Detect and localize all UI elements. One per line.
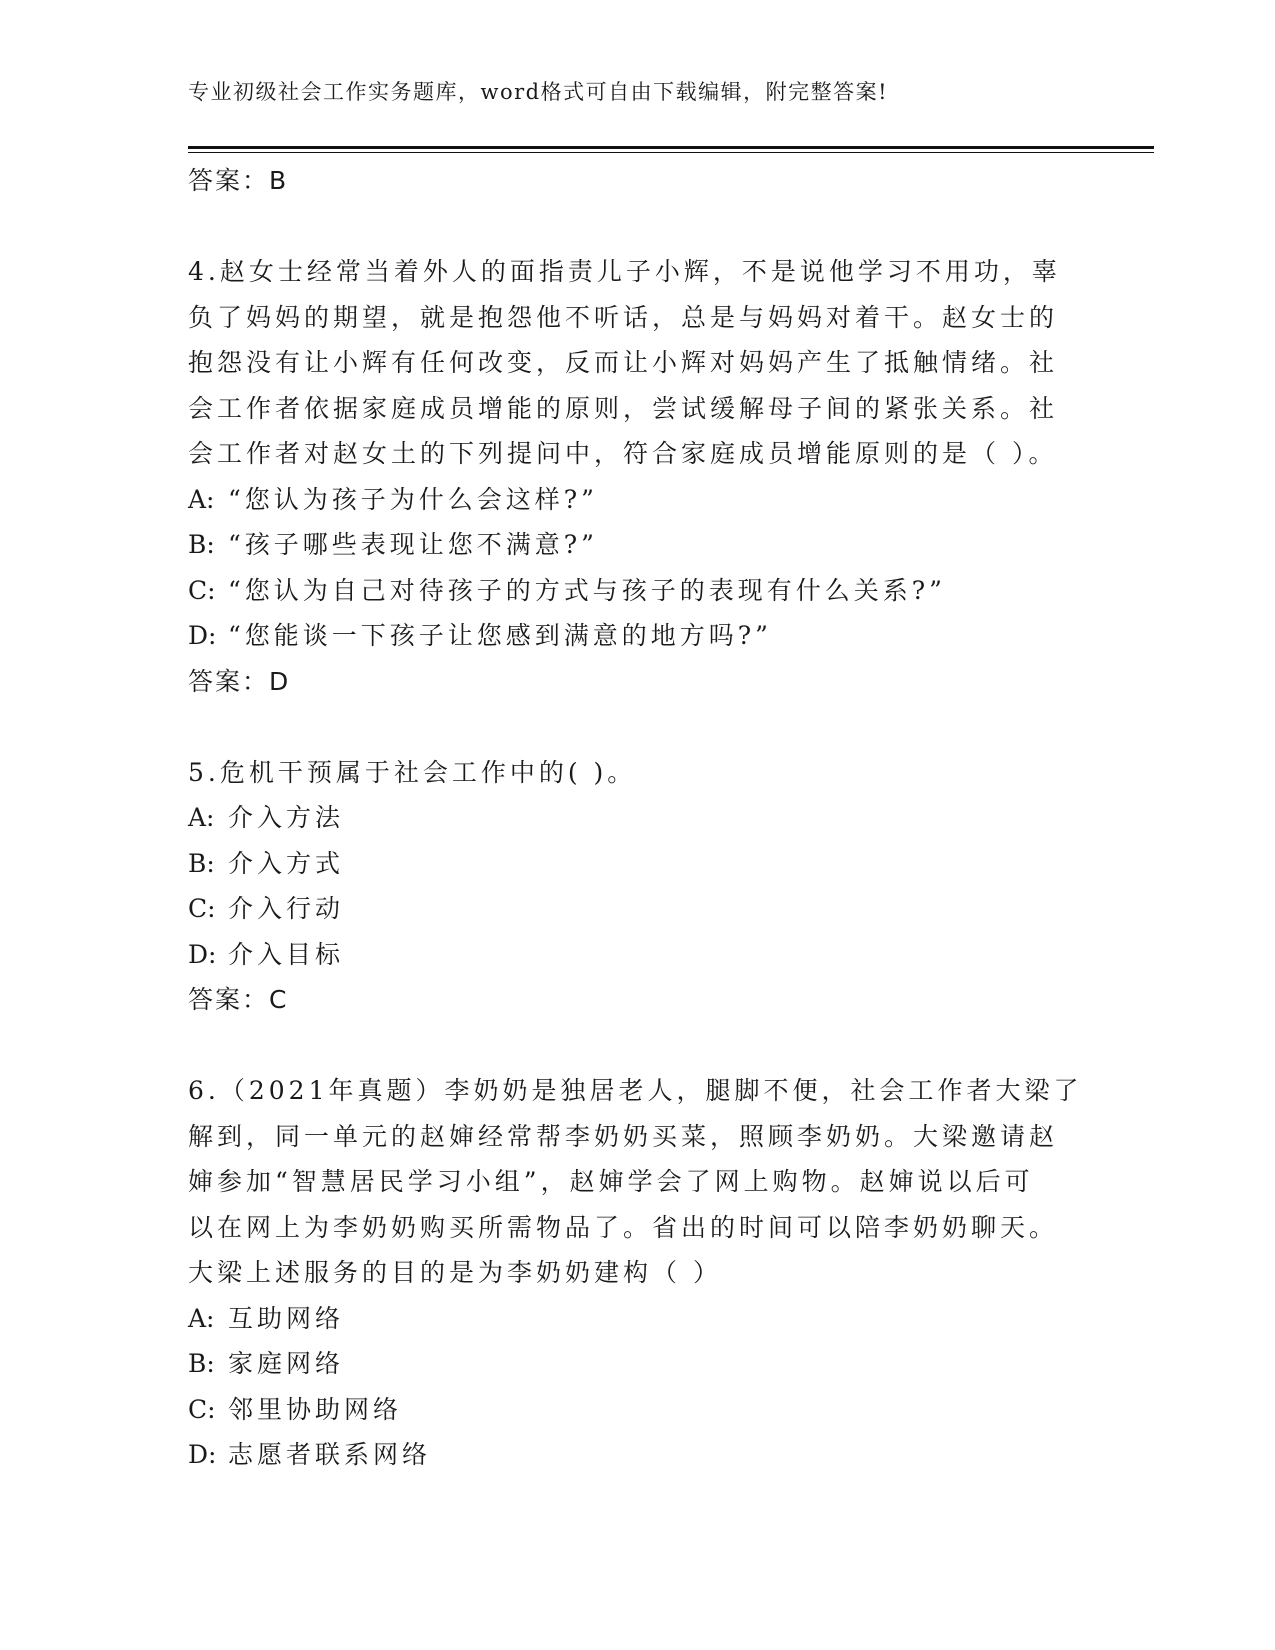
option-key: B: [188, 530, 215, 559]
question-stem-line: 4.赵女士经常当着外人的面指责儿子小辉，不是说他学习不用功，辜 [188, 257, 1061, 286]
option-a [188, 795, 1058, 841]
answer-line: 答案：C [188, 985, 289, 1014]
option-b [188, 841, 1058, 887]
option-key: B: [188, 848, 215, 878]
spacer [188, 204, 1058, 250]
spacer [188, 704, 1058, 750]
option-text: 家庭网络 [228, 1349, 345, 1378]
option-d [188, 613, 1058, 659]
option-text: “孩子哪些表现让您不满意?” [228, 530, 598, 559]
option-key: D: [188, 939, 217, 969]
question-stem-line: 会工作者依据家庭成员增能的原则，尝试缓解母子间的紧张关系。社 [188, 393, 1059, 423]
option-key: B: [188, 1349, 215, 1378]
document-body [188, 158, 1083, 1478]
page-header: 专业初级社会工作实务题库，word格式可自由下载编辑，附完整答案! [188, 80, 889, 104]
option-b [188, 1341, 1058, 1387]
option-d [188, 932, 1058, 978]
question-4 [188, 249, 1061, 704]
option-c [188, 886, 1058, 932]
option-text: 介入行动 [228, 894, 345, 923]
option-a [188, 477, 1058, 523]
option-text: 介入目标 [228, 939, 345, 969]
option-text: 志愿者联系网络 [228, 1440, 432, 1469]
option-key: A: [188, 484, 215, 514]
header-rule-thin [188, 152, 1154, 153]
question-stem-line: 以在网上为李奶奶购买所需物品了。省出的时间可以陪李奶奶聊天。 [188, 1212, 1059, 1242]
option-c [188, 1387, 1058, 1433]
question-stem-line: 5.危机干预属于社会工作中的( )。 [188, 757, 637, 787]
option-d [188, 1432, 1058, 1478]
option-text: 互助网络 [228, 1303, 345, 1333]
header-rule-thick [188, 146, 1154, 149]
option-a [188, 1296, 1058, 1342]
question-stem-line: 6.（2021年真题）李奶奶是独居老人，腿脚不便，社会工作者大梁了 [188, 1076, 1083, 1105]
option-text: 介入方法 [228, 803, 345, 832]
option-text: “您认为自己对待孩子的方式与孩子的表现有什么关系?” [228, 575, 946, 605]
option-key: C: [188, 894, 216, 923]
option-key: C: [188, 575, 216, 605]
answer-line: 答案：D [188, 666, 291, 696]
option-key: D: [188, 1440, 217, 1469]
question-stem-line: 负了妈妈的期望，就是抱怨他不听话，总是与妈妈对着干。赵女士的 [188, 302, 1059, 332]
option-b [188, 522, 1058, 568]
option-key: A: [188, 803, 215, 832]
question-stem-line: 解到，同一单元的赵婶经常帮李奶奶买菜，照顾李奶奶。大梁邀请赵 [188, 1121, 1059, 1151]
question-stem-line: 会工作者对赵女土的下列提问中，符合家庭成员增能原则的是（ ）。 [188, 439, 1058, 468]
question-stem-line: 婶参加“智慧居民学习小组”，赵婶学会了网上购物。赵婶说以后可 [188, 1167, 1034, 1196]
option-key: C: [188, 1394, 216, 1424]
spacer [188, 1023, 1058, 1069]
question-6 [188, 1068, 1083, 1478]
option-key: A: [188, 1303, 215, 1333]
option-text: “您认为孩子为什么会这样?” [228, 484, 598, 514]
option-c [188, 568, 1058, 614]
question-stem-line: 抱怨没有让小辉有任何改变，反而让小辉对妈妈产生了抵触情绪。社 [188, 348, 1059, 377]
option-key: D: [188, 621, 217, 650]
option-text: 邻里协助网络 [228, 1394, 403, 1424]
option-text: 介入方式 [228, 848, 345, 878]
answer-line: 答案：B [188, 166, 289, 195]
question-5 [188, 750, 1058, 1023]
option-text: “您能谈一下孩子让您感到满意的地方吗?” [228, 621, 772, 650]
question-stem-line: 大梁上述服务的目的是为李奶奶建构（ ） [188, 1258, 722, 1287]
